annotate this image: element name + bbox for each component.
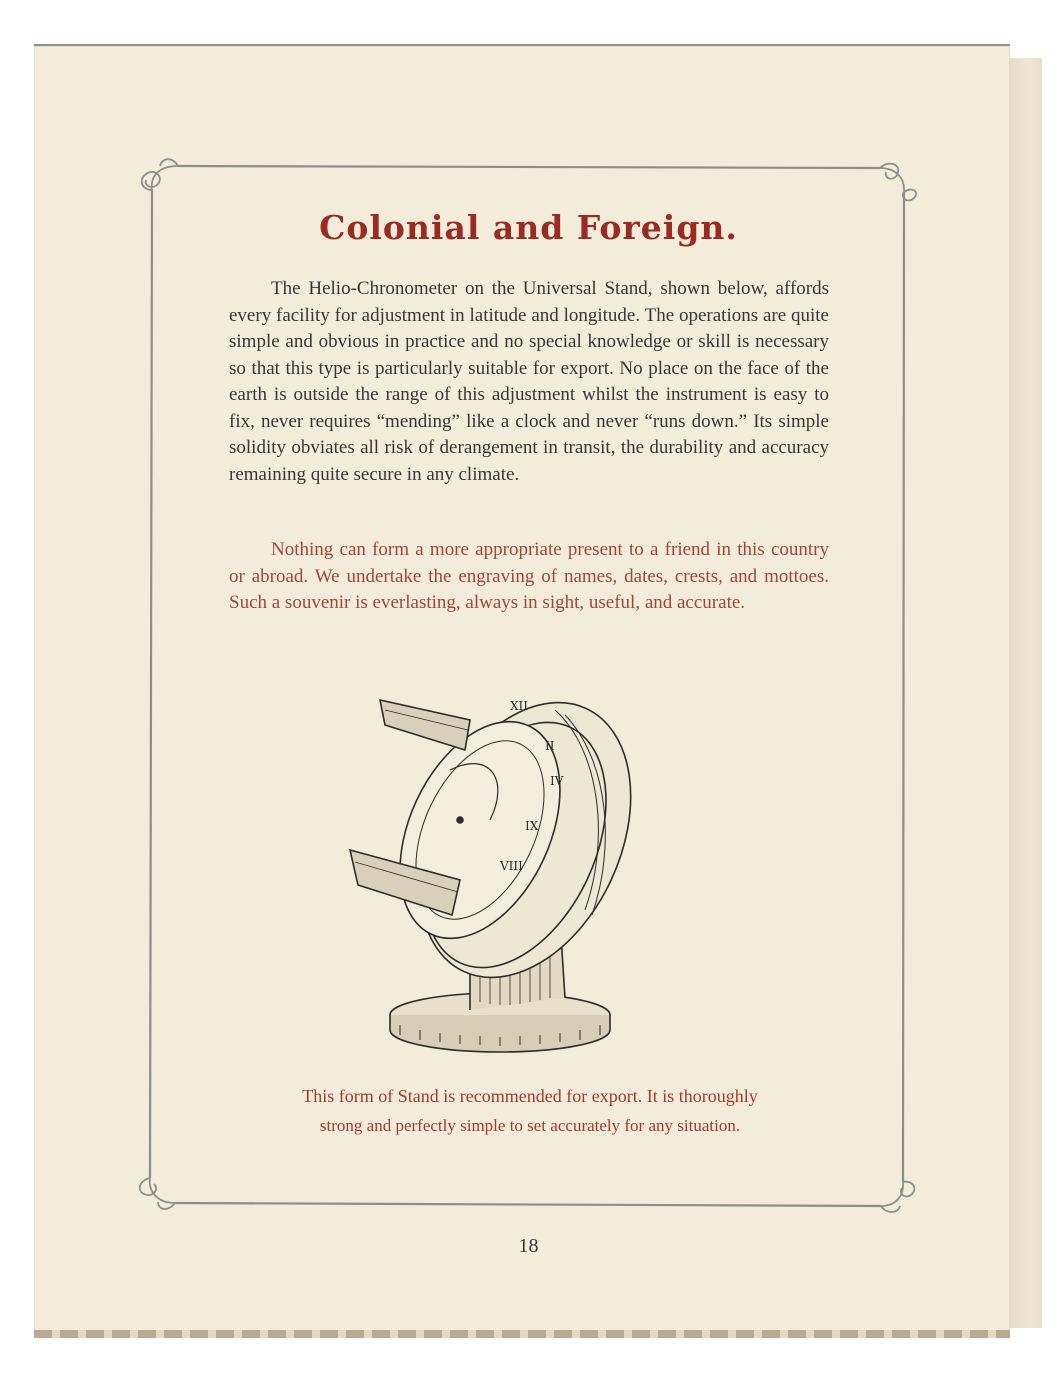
body-paragraph-accent: Nothing can form a more appropriate present to a friend in this country or abroad. We undertake the engraving of names, dates, crests, and mottoes. Such a souvenir is everlasting, always in sight, useful, and accurate. (229, 539, 829, 613)
helio-chronometer-engraving-icon (340, 680, 640, 1060)
svg-text:II: II (545, 739, 555, 753)
svg-text:VIII: VIII (500, 859, 523, 873)
page-number: 18 (518, 1235, 539, 1257)
page-title: Colonial and Foreign. (319, 208, 738, 247)
svg-text:IX: IX (525, 819, 539, 833)
corner-ornament-icon (142, 159, 178, 190)
svg-text:IV: IV (550, 774, 564, 788)
figure-caption-line1: This form of Stand is recommended for export. It is thoroughly (302, 1086, 758, 1106)
figure-caption-line2: strong and perfectly simple to set accurately for any situation. (319, 1116, 741, 1135)
svg-text:XII: XII (510, 699, 529, 713)
corner-ornament-icon (881, 1182, 914, 1212)
corner-ornament-icon (140, 1178, 175, 1209)
corner-ornament-icon (880, 164, 916, 201)
body-paragraph: The Helio-Chronometer on the Universal Stand, shown below, affords every facility for adjustment in latitude and longitude. The operations are quite simple and obvious in practice and no special knowledge or skill is necessary so that this type is particularly suitable for export. No place on the face of the earth is outside the range of this adjustment whilst the instrument is easy to fix, never requires “mending” like a clock and never “runs down.” Its simple solidity obviates all risk of derangement in transit, the durability and accuracy remaining quite secure in any climate. (229, 278, 829, 485)
